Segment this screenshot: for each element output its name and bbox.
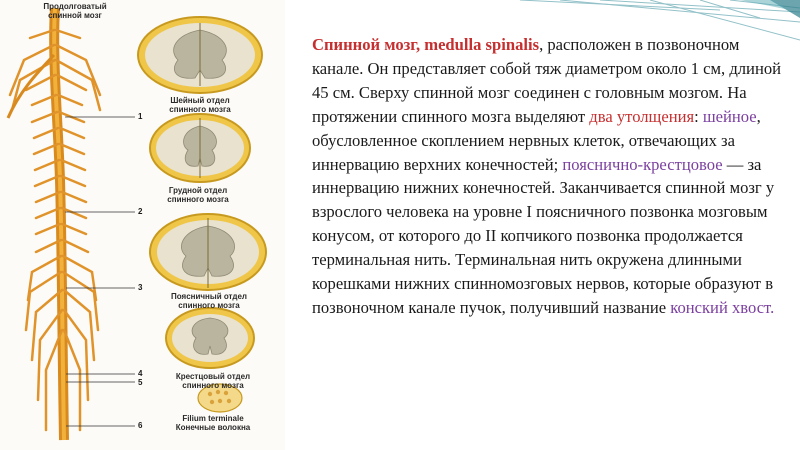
section-label-lumbar: Поясничный отдел спинного мозга	[171, 292, 247, 310]
figure-number-6: 6	[138, 421, 143, 430]
text-part-1: , расположен в позвоночном канале. Он представляет собой тяж диаметром около 1 см, длиной 45 см. Сверху спинной мозг соединен с головным мозгом. На протяжении спинного мозга выделяют	[312, 35, 781, 126]
figure-number-2: 2	[138, 207, 143, 216]
figure-number-4: 4	[138, 369, 143, 378]
section-label-filum: Filium terminale Конечные волокна	[175, 414, 251, 432]
text-part-4: — за иннервацию нижних конечностей. Заканчивается спинной мозг у взрослого человека на уровне I поясничного позвонка мозговым конусом, от которого до II копчикого позвонка продолжается терминальная нить. Терминальная нить окружена длинными корешками нижних спинномозговых нервов, которые образуют в позвоночном канале пучок, получивший название	[312, 154, 775, 317]
section-label-cervical: Шейный отдел спинного мозга	[169, 96, 231, 114]
cross-section-sacral	[166, 308, 254, 368]
section-label-thoracic: Грудной отдел спинного мозга	[167, 186, 229, 204]
leader-lines	[65, 117, 135, 426]
cross-section-cervical	[138, 17, 262, 93]
figure-number-5: 5	[138, 378, 143, 387]
description-paragraph	[312, 33, 782, 320]
text-part-2: :	[694, 106, 703, 126]
highlight-cervical: шейное	[702, 106, 757, 126]
figure-number-1: 1	[138, 112, 143, 121]
term-title: Спинной мозг, medulla spinalis	[312, 35, 540, 54]
top-label: Продолговатый спинной мозг	[43, 2, 107, 20]
highlight-cauda-equina: конский хвост.	[670, 297, 775, 317]
figure-number-3: 3	[138, 283, 143, 292]
highlight-lumbosacral: пояснично-крестцовое	[562, 154, 723, 174]
spinal-cord-figure	[0, 0, 285, 450]
description-text	[312, 33, 782, 320]
cross-section-lumbar	[150, 214, 266, 290]
section-label-sacral: Крестцовый отдел спинного мозга	[175, 372, 251, 390]
highlight-two-thickenings: два утолщения	[589, 106, 695, 126]
cross-section-thoracic	[150, 114, 250, 182]
text-part-3: , обусловленное скоплением нервных клеток, отвечающих за иннервацию верхних конечностей;	[312, 106, 761, 174]
